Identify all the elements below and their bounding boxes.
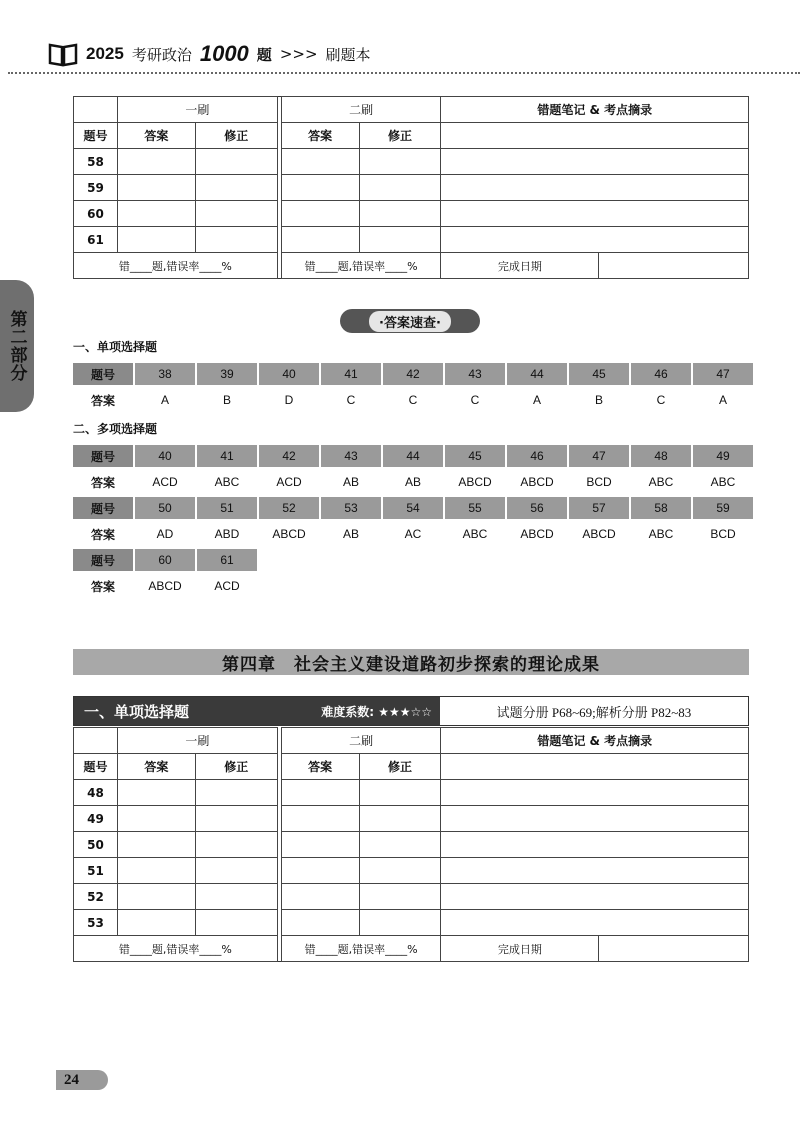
notes-cell[interactable]: [441, 884, 749, 910]
answer-cell[interactable]: [117, 910, 195, 936]
question-number: 52: [74, 884, 118, 910]
fix-header-2: 修正: [359, 754, 441, 780]
difficulty-label: 难度系数:: [321, 704, 375, 719]
answer: BCD: [586, 475, 612, 489]
question-number: 60: [74, 201, 118, 227]
section-bar: [73, 696, 749, 726]
answer-label: 答案: [90, 527, 115, 542]
notes-cell[interactable]: [441, 910, 749, 936]
page-header: [48, 40, 371, 68]
qnum: 60: [135, 549, 195, 571]
multi-choice-title: 二、多项选择题: [73, 422, 158, 436]
answer: A: [718, 393, 727, 407]
qnum-header: 题号: [74, 123, 118, 149]
page-reference: 试题分册 P68~69;解析分册 P82~83: [496, 704, 692, 720]
answer: AB: [342, 475, 359, 489]
fix-cell[interactable]: [359, 201, 441, 227]
answer-cell[interactable]: [281, 806, 359, 832]
qnum: 49: [693, 445, 753, 467]
header-ti: 题: [256, 45, 272, 64]
page-number: 24: [56, 1070, 108, 1090]
answer-cell[interactable]: [281, 175, 359, 201]
multi-question-row-1: [73, 445, 753, 467]
single-question-row: [73, 363, 753, 385]
qnum: 43: [321, 445, 381, 467]
qnum: 46: [507, 445, 567, 467]
answer-cell[interactable]: [281, 227, 359, 253]
qnum: 47: [569, 445, 629, 467]
fix-cell[interactable]: [195, 884, 277, 910]
quick-answer-title: ·答案速查·: [369, 311, 451, 332]
fix-header: 修正: [195, 754, 277, 780]
qnum: 38: [135, 363, 195, 385]
qnum: 41: [197, 445, 257, 467]
answer: B: [222, 393, 231, 407]
answer-cell[interactable]: [117, 780, 195, 806]
done-date-field[interactable]: [599, 253, 749, 279]
answer: B: [594, 393, 603, 407]
question-number: 50: [74, 832, 118, 858]
answer-cell[interactable]: [117, 175, 195, 201]
answer: C: [656, 393, 666, 407]
answer: ABC: [710, 475, 736, 489]
qnum: 53: [321, 497, 381, 519]
header-subject: 考研政治: [131, 45, 192, 64]
fix-cell[interactable]: [195, 858, 277, 884]
qnum: 48: [631, 445, 691, 467]
answer: ABCD: [582, 527, 616, 541]
notes-cell: [441, 123, 749, 149]
question-number: 61: [74, 227, 118, 253]
qnum-label: 题号: [73, 549, 133, 571]
error-rate-first: 错____题,错误率____%: [74, 936, 278, 962]
answer-cell[interactable]: [117, 832, 195, 858]
fix-cell[interactable]: [359, 858, 441, 884]
qnum: 61: [197, 549, 257, 571]
error-rate-second: 错____题,错误率____%: [281, 253, 441, 279]
answer-cell[interactable]: [281, 201, 359, 227]
qnum: 46: [631, 363, 691, 385]
answer-cell[interactable]: [281, 858, 359, 884]
side-tab-label: 第二部分: [6, 310, 27, 382]
qnum: 40: [135, 445, 195, 467]
answer: C: [408, 393, 418, 407]
fix-cell[interactable]: [359, 884, 441, 910]
answer: ACD: [276, 475, 302, 489]
notes-cell[interactable]: [441, 832, 749, 858]
qnum-label: 题号: [73, 497, 133, 519]
header-divider: [8, 72, 800, 74]
answer: ABCD: [272, 527, 306, 541]
multi-answer-row-2: [73, 523, 753, 545]
answer-label: 答案: [90, 579, 115, 594]
fix-cell[interactable]: [359, 806, 441, 832]
answer: ABC: [214, 475, 240, 489]
answer-cell[interactable]: [117, 201, 195, 227]
answer: ABC: [648, 527, 674, 541]
answer-cell[interactable]: [117, 858, 195, 884]
corner-cell: [74, 728, 118, 754]
qnum: 51: [197, 497, 257, 519]
fix-cell[interactable]: [359, 149, 441, 175]
done-date-label: 完成日期: [441, 936, 599, 962]
qnum: 39: [197, 363, 257, 385]
fix-cell[interactable]: [195, 806, 277, 832]
answer: A: [160, 393, 169, 407]
fix-header-2: 修正: [359, 123, 441, 149]
qnum-label: 题号: [73, 445, 133, 467]
header-year: 2025: [86, 44, 124, 63]
first-pass-header: 一刷: [117, 97, 277, 123]
qnum: 59: [693, 497, 753, 519]
answer-cell[interactable]: [281, 780, 359, 806]
qnum: 52: [259, 497, 319, 519]
answer: ACD: [152, 475, 178, 489]
answer: ABCD: [148, 579, 182, 593]
answer-cell[interactable]: [281, 884, 359, 910]
fix-cell[interactable]: [359, 910, 441, 936]
qnum-header: 题号: [74, 754, 118, 780]
answer-cell[interactable]: [281, 149, 359, 175]
qnum: 45: [445, 445, 505, 467]
answer-cell[interactable]: [281, 910, 359, 936]
answer: BCD: [710, 527, 736, 541]
multi-question-row-3: [73, 549, 257, 571]
fix-header: 修正: [195, 123, 277, 149]
notes-cell[interactable]: [441, 201, 749, 227]
notes-header: 错题笔记 & 考点摘录: [441, 97, 749, 123]
answer: AC: [404, 527, 422, 541]
single-answer-row: [73, 389, 753, 411]
answer: ACD: [214, 579, 240, 593]
qnum: 41: [321, 363, 381, 385]
qnum: 45: [569, 363, 629, 385]
done-date-label: 完成日期: [441, 253, 599, 279]
qnum: 50: [135, 497, 195, 519]
notes-cell[interactable]: [441, 175, 749, 201]
answer-cell[interactable]: [117, 149, 195, 175]
qnum: 58: [631, 497, 691, 519]
done-date-field[interactable]: [599, 936, 749, 962]
qnum: 47: [693, 363, 753, 385]
question-number: 48: [74, 780, 118, 806]
header-arrows: >>>: [279, 45, 318, 63]
question-number: 59: [74, 175, 118, 201]
fix-cell[interactable]: [195, 227, 277, 253]
answer: ABC: [648, 475, 674, 489]
second-pass-header: 二刷: [281, 97, 441, 123]
answer: AD: [156, 527, 174, 541]
fix-cell[interactable]: [195, 780, 277, 806]
answer: C: [346, 393, 356, 407]
notes-cell[interactable]: [441, 149, 749, 175]
single-choice-title: 一、单项选择题: [73, 340, 158, 354]
error-rate-second: 错____题,错误率____%: [281, 936, 441, 962]
answer-header: 答案: [117, 123, 195, 149]
section-header: [74, 697, 440, 725]
notes-cell[interactable]: [441, 858, 749, 884]
fix-cell[interactable]: [359, 780, 441, 806]
answer: ABCD: [458, 475, 492, 489]
first-pass-header: 一刷: [117, 728, 277, 754]
header-book: 刷题本: [325, 45, 371, 64]
notes-header: 错题笔记 & 考点摘录: [441, 728, 749, 754]
qnum: 44: [507, 363, 567, 385]
practice-table-2: [73, 727, 749, 962]
answer-cell[interactable]: [117, 227, 195, 253]
fix-cell[interactable]: [359, 832, 441, 858]
difficulty: [321, 703, 432, 720]
answer: ABD: [214, 527, 240, 541]
side-tab: [0, 280, 34, 412]
difficulty-stars: ★★★☆☆: [378, 704, 432, 719]
header-count: 1000: [199, 41, 249, 66]
notes-cell[interactable]: [441, 806, 749, 832]
qnum: 55: [445, 497, 505, 519]
qnum: 44: [383, 445, 443, 467]
fix-cell[interactable]: [195, 175, 277, 201]
error-rate-first: 错____题,错误率____%: [74, 253, 278, 279]
answer: ABC: [462, 527, 488, 541]
fix-cell[interactable]: [195, 910, 277, 936]
qnum: 57: [569, 497, 629, 519]
answer-cell[interactable]: [281, 832, 359, 858]
notes-cell[interactable]: [441, 780, 749, 806]
question-number: 58: [74, 149, 118, 175]
second-pass-header: 二刷: [281, 728, 441, 754]
answer: ABCD: [520, 475, 554, 489]
chapter-title: 第四章 社会主义建设道路初步探索的理论成果: [73, 649, 749, 675]
practice-table-1: [73, 96, 749, 279]
quick-answer-badge: [340, 309, 480, 333]
qnum: 43: [445, 363, 505, 385]
multi-answer-row-1: [73, 471, 753, 493]
fix-cell[interactable]: [359, 175, 441, 201]
book-icon: [48, 41, 78, 67]
section-title: 一、单项选择题: [84, 702, 190, 721]
answer-header-2: 答案: [281, 754, 359, 780]
answer: AB: [342, 527, 359, 541]
fix-cell[interactable]: [359, 227, 441, 253]
answer-header-2: 答案: [281, 123, 359, 149]
answer-cell[interactable]: [117, 806, 195, 832]
answer-label: 答案: [90, 475, 115, 490]
answer: D: [284, 393, 294, 407]
qnum: 40: [259, 363, 319, 385]
question-number: 51: [74, 858, 118, 884]
answer-cell[interactable]: [117, 884, 195, 910]
multi-question-row-2: [73, 497, 753, 519]
fix-cell[interactable]: [195, 201, 277, 227]
qnum: 42: [383, 363, 443, 385]
qnum: 54: [383, 497, 443, 519]
qnum: 56: [507, 497, 567, 519]
notes-cell: [441, 754, 749, 780]
qnum: 42: [259, 445, 319, 467]
answer-label: 答案: [90, 393, 115, 408]
fix-cell[interactable]: [195, 149, 277, 175]
notes-cell[interactable]: [441, 227, 749, 253]
question-number: 49: [74, 806, 118, 832]
fix-cell[interactable]: [195, 832, 277, 858]
answer: AB: [404, 475, 421, 489]
answer: A: [532, 393, 541, 407]
qnum-label: 题号: [73, 363, 133, 385]
answer-header: 答案: [117, 754, 195, 780]
question-number: 53: [74, 910, 118, 936]
answer: ABCD: [520, 527, 554, 541]
multi-answer-row-3: [73, 575, 257, 597]
answer: C: [470, 393, 480, 407]
corner-cell: [74, 97, 118, 123]
